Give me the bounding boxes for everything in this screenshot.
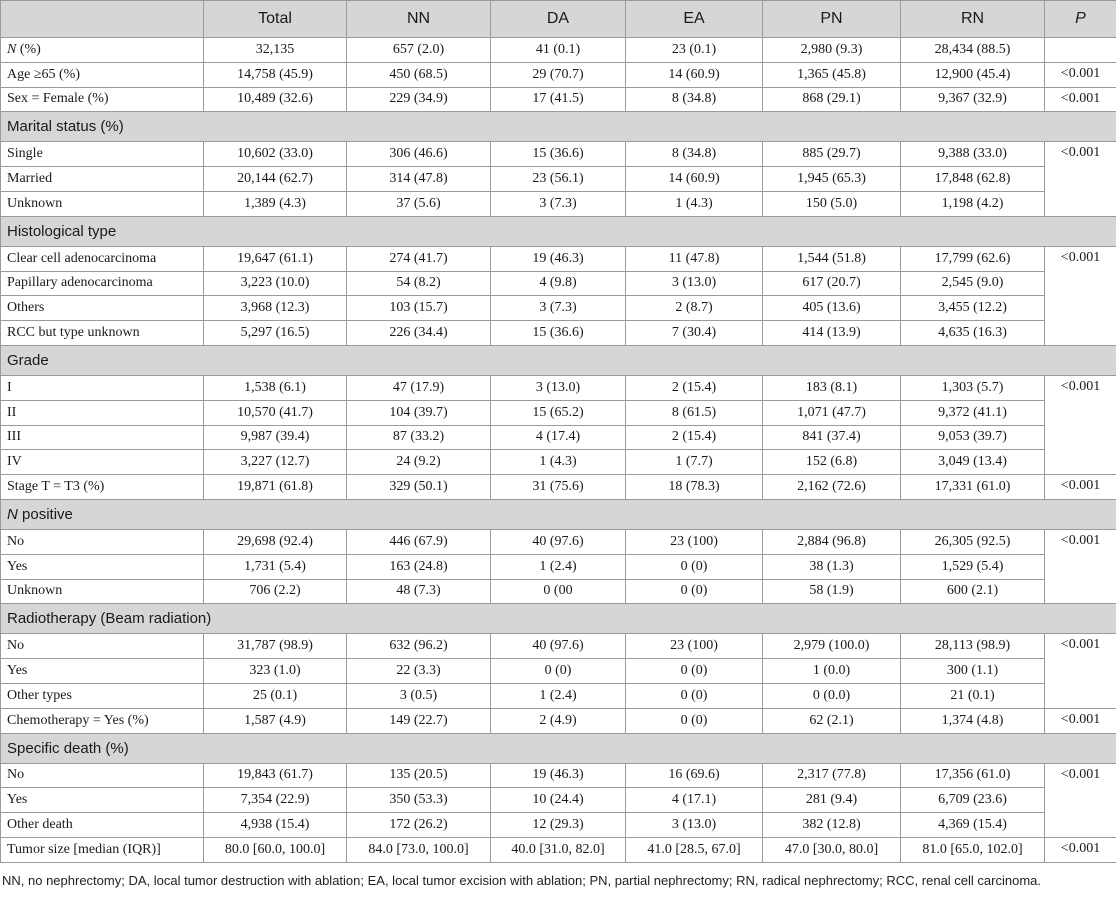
cell-total: 25 (0.1) — [204, 683, 347, 708]
table-row — [1, 659, 1116, 684]
section-title — [1, 499, 1116, 529]
row-label: No — [1, 763, 204, 788]
section-title-italic: N — [7, 505, 18, 523]
header-ea: EA — [626, 1, 763, 38]
section-header-row — [1, 345, 1116, 375]
cell-pn: 38 (1.3) — [763, 554, 901, 579]
section-title: Grade — [1, 345, 1116, 375]
cell-p-value: <0.001 — [1045, 475, 1116, 500]
cell-total: 3,227 (12.7) — [204, 450, 347, 475]
cell-ea: 2 (15.4) — [626, 375, 763, 400]
table-row — [1, 62, 1116, 87]
cell-nn: 657 (2.0) — [347, 38, 491, 63]
table-row — [1, 634, 1116, 659]
cell-ea: 4 (17.1) — [626, 788, 763, 813]
header-total: Total — [204, 1, 347, 38]
row-label: Age ≥65 (%) — [1, 62, 204, 87]
cell-da: 40 (97.6) — [491, 529, 626, 554]
cell-ea: 2 (8.7) — [626, 296, 763, 321]
row-label-italic: N — [7, 41, 17, 57]
row-label: Single — [1, 142, 204, 167]
cell-total: 20,144 (62.7) — [204, 167, 347, 192]
cell-da: 0 (0) — [491, 659, 626, 684]
table-row — [1, 375, 1116, 400]
row-label: RCC but type unknown — [1, 321, 204, 346]
header-pn: PN — [763, 1, 901, 38]
cell-rn: 1,374 (4.8) — [901, 708, 1045, 733]
table-row — [1, 296, 1116, 321]
cell-ea: 41.0 [28.5, 67.0] — [626, 837, 763, 862]
cell-ea: 3 (13.0) — [626, 271, 763, 296]
cell-total: 3,223 (10.0) — [204, 271, 347, 296]
section-header-row — [1, 499, 1116, 529]
cell-pn: 2,884 (96.8) — [763, 529, 901, 554]
cell-ea: 8 (34.8) — [626, 87, 763, 112]
row-label: Unknown — [1, 579, 204, 604]
cell-da: 3 (13.0) — [491, 375, 626, 400]
table-row — [1, 142, 1116, 167]
row-label: No — [1, 634, 204, 659]
cell-rn: 9,367 (32.9) — [901, 87, 1045, 112]
section-header-row — [1, 733, 1116, 763]
cell-ea: 7 (30.4) — [626, 321, 763, 346]
row-label: Other types — [1, 683, 204, 708]
header-row — [1, 1, 1116, 38]
cell-da: 3 (7.3) — [491, 191, 626, 216]
cell-ea: 8 (34.8) — [626, 142, 763, 167]
cell-total: 4,938 (15.4) — [204, 813, 347, 838]
section-title: Marital status (%) — [1, 112, 1116, 142]
cell-nn: 172 (26.2) — [347, 813, 491, 838]
cell-pn: 414 (13.9) — [763, 321, 901, 346]
cell-nn: 632 (96.2) — [347, 634, 491, 659]
cell-p-value: <0.001 — [1045, 763, 1116, 837]
cell-nn: 329 (50.1) — [347, 475, 491, 500]
cell-da: 1 (2.4) — [491, 554, 626, 579]
cell-da: 15 (65.2) — [491, 400, 626, 425]
table-row — [1, 450, 1116, 475]
cell-p-value: <0.001 — [1045, 634, 1116, 708]
cell-total: 706 (2.2) — [204, 579, 347, 604]
cell-nn: 314 (47.8) — [347, 167, 491, 192]
cell-total: 31,787 (98.9) — [204, 634, 347, 659]
cell-da: 3 (7.3) — [491, 296, 626, 321]
cell-rn: 1,303 (5.7) — [901, 375, 1045, 400]
cell-pn: 150 (5.0) — [763, 191, 901, 216]
cell-nn: 163 (24.8) — [347, 554, 491, 579]
cell-nn: 350 (53.3) — [347, 788, 491, 813]
table-row — [1, 400, 1116, 425]
row-label: Chemotherapy = Yes (%) — [1, 708, 204, 733]
cell-rn: 3,049 (13.4) — [901, 450, 1045, 475]
row-label-rest: (%) — [16, 41, 41, 57]
table-row — [1, 167, 1116, 192]
cell-da: 15 (36.6) — [491, 142, 626, 167]
cell-nn: 149 (22.7) — [347, 708, 491, 733]
cell-nn: 54 (8.2) — [347, 271, 491, 296]
cell-nn: 87 (33.2) — [347, 425, 491, 450]
cell-total: 10,489 (32.6) — [204, 87, 347, 112]
cell-total: 80.0 [60.0, 100.0] — [204, 837, 347, 862]
cell-p-value: <0.001 — [1045, 708, 1116, 733]
cell-nn: 22 (3.3) — [347, 659, 491, 684]
cell-nn: 48 (7.3) — [347, 579, 491, 604]
row-label: Sex = Female (%) — [1, 87, 204, 112]
cell-p-value — [1045, 38, 1116, 63]
cell-rn: 6,709 (23.6) — [901, 788, 1045, 813]
table-row — [1, 475, 1116, 500]
cell-pn: 2,162 (72.6) — [763, 475, 901, 500]
cell-da: 15 (36.6) — [491, 321, 626, 346]
row-label: Married — [1, 167, 204, 192]
cell-pn: 47.0 [30.0, 80.0] — [763, 837, 901, 862]
cell-total: 10,602 (33.0) — [204, 142, 347, 167]
table-row — [1, 788, 1116, 813]
row-label: Clear cell adenocarcinoma — [1, 246, 204, 271]
cell-pn: 617 (20.7) — [763, 271, 901, 296]
cell-ea: 23 (0.1) — [626, 38, 763, 63]
cell-pn: 841 (37.4) — [763, 425, 901, 450]
table-header — [1, 1, 1116, 38]
cell-p-value: <0.001 — [1045, 246, 1116, 345]
section-header-row — [1, 216, 1116, 246]
table-row — [1, 271, 1116, 296]
cell-rn: 17,799 (62.6) — [901, 246, 1045, 271]
cell-rn: 9,388 (33.0) — [901, 142, 1045, 167]
cell-ea: 0 (0) — [626, 708, 763, 733]
cell-total: 19,871 (61.8) — [204, 475, 347, 500]
row-label: II — [1, 400, 204, 425]
cell-rn: 9,372 (41.1) — [901, 400, 1045, 425]
cell-da: 29 (70.7) — [491, 62, 626, 87]
row-label: I — [1, 375, 204, 400]
table-row — [1, 837, 1116, 862]
cell-total: 7,354 (22.9) — [204, 788, 347, 813]
cell-rn: 12,900 (45.4) — [901, 62, 1045, 87]
cell-total: 14,758 (45.9) — [204, 62, 347, 87]
cell-rn: 17,848 (62.8) — [901, 167, 1045, 192]
table-row — [1, 813, 1116, 838]
cell-p-value: <0.001 — [1045, 87, 1116, 112]
cell-total: 1,389 (4.3) — [204, 191, 347, 216]
row-label — [1, 38, 204, 63]
header-rn: RN — [901, 1, 1045, 38]
cell-nn: 226 (34.4) — [347, 321, 491, 346]
cell-pn: 1,945 (65.3) — [763, 167, 901, 192]
cell-pn: 868 (29.1) — [763, 87, 901, 112]
cell-rn: 9,053 (39.7) — [901, 425, 1045, 450]
table-row — [1, 579, 1116, 604]
table-row — [1, 38, 1116, 63]
table-row — [1, 87, 1116, 112]
cell-nn: 84.0 [73.0, 100.0] — [347, 837, 491, 862]
cell-nn: 450 (68.5) — [347, 62, 491, 87]
cell-rn: 28,113 (98.9) — [901, 634, 1045, 659]
row-label: Stage T = T3 (%) — [1, 475, 204, 500]
cell-total: 19,647 (61.1) — [204, 246, 347, 271]
cell-nn: 135 (20.5) — [347, 763, 491, 788]
section-header-row — [1, 604, 1116, 634]
row-label: Unknown — [1, 191, 204, 216]
cell-p-value: <0.001 — [1045, 375, 1116, 474]
row-label: IV — [1, 450, 204, 475]
section-title: Histological type — [1, 216, 1116, 246]
cell-rn: 1,529 (5.4) — [901, 554, 1045, 579]
cell-da: 17 (41.5) — [491, 87, 626, 112]
cell-total: 9,987 (39.4) — [204, 425, 347, 450]
cell-pn: 2,979 (100.0) — [763, 634, 901, 659]
cell-nn: 24 (9.2) — [347, 450, 491, 475]
cell-rn: 17,356 (61.0) — [901, 763, 1045, 788]
table-row — [1, 683, 1116, 708]
cell-total: 19,843 (61.7) — [204, 763, 347, 788]
section-header-row — [1, 112, 1116, 142]
cell-total: 1,731 (5.4) — [204, 554, 347, 579]
cell-pn: 58 (1.9) — [763, 579, 901, 604]
cell-total: 1,538 (6.1) — [204, 375, 347, 400]
cell-ea: 18 (78.3) — [626, 475, 763, 500]
table-body — [1, 38, 1116, 863]
cell-rn: 300 (1.1) — [901, 659, 1045, 684]
row-label: Tumor size [median (IQR)] — [1, 837, 204, 862]
cell-da: 40 (97.6) — [491, 634, 626, 659]
cell-pn: 2,980 (9.3) — [763, 38, 901, 63]
cell-pn: 1,365 (45.8) — [763, 62, 901, 87]
cell-da: 41 (0.1) — [491, 38, 626, 63]
cell-nn: 37 (5.6) — [347, 191, 491, 216]
cell-nn: 229 (34.9) — [347, 87, 491, 112]
cell-pn: 2,317 (77.8) — [763, 763, 901, 788]
cell-pn: 1 (0.0) — [763, 659, 901, 684]
cell-ea: 2 (15.4) — [626, 425, 763, 450]
cell-da: 19 (46.3) — [491, 246, 626, 271]
row-label: Yes — [1, 554, 204, 579]
header-nn: NN — [347, 1, 491, 38]
table-row — [1, 554, 1116, 579]
cell-ea: 0 (0) — [626, 683, 763, 708]
cell-ea: 23 (100) — [626, 529, 763, 554]
cell-rn: 3,455 (12.2) — [901, 296, 1045, 321]
cell-ea: 1 (4.3) — [626, 191, 763, 216]
table-row — [1, 191, 1116, 216]
cell-nn: 103 (15.7) — [347, 296, 491, 321]
cell-p-value: <0.001 — [1045, 142, 1116, 216]
table-footnote: NN, no nephrectomy; DA, local tumor destruction with ablation; EA, local tumor excision with ablation; PN, partial nephrectomy; RN, radical nephrectomy; RCC, renal cell carcinoma. — [2, 872, 1041, 888]
row-label: Yes — [1, 788, 204, 813]
header-p-value: P — [1045, 1, 1116, 38]
cell-pn: 152 (6.8) — [763, 450, 901, 475]
row-label: Others — [1, 296, 204, 321]
header-da: DA — [491, 1, 626, 38]
section-title-rest: positive — [17, 505, 73, 523]
table-row — [1, 321, 1116, 346]
table-row — [1, 763, 1116, 788]
row-label: No — [1, 529, 204, 554]
cell-da: 1 (4.3) — [491, 450, 626, 475]
cell-da: 0 (00 — [491, 579, 626, 604]
cell-pn: 183 (8.1) — [763, 375, 901, 400]
cell-rn: 17,331 (61.0) — [901, 475, 1045, 500]
cell-total: 32,135 — [204, 38, 347, 63]
table-row — [1, 425, 1116, 450]
cell-total: 5,297 (16.5) — [204, 321, 347, 346]
cell-pn: 62 (2.1) — [763, 708, 901, 733]
cell-da: 31 (75.6) — [491, 475, 626, 500]
cell-rn: 600 (2.1) — [901, 579, 1045, 604]
cell-pn: 405 (13.6) — [763, 296, 901, 321]
cell-ea: 0 (0) — [626, 579, 763, 604]
cell-rn: 21 (0.1) — [901, 683, 1045, 708]
cell-ea: 0 (0) — [626, 659, 763, 684]
cell-rn: 4,635 (16.3) — [901, 321, 1045, 346]
cell-ea: 1 (7.7) — [626, 450, 763, 475]
cell-da: 4 (17.4) — [491, 425, 626, 450]
cell-nn: 274 (41.7) — [347, 246, 491, 271]
cell-p-value: <0.001 — [1045, 837, 1116, 862]
row-label: Papillary adenocarcinoma — [1, 271, 204, 296]
cell-ea: 16 (69.6) — [626, 763, 763, 788]
table-row — [1, 529, 1116, 554]
cell-da: 2 (4.9) — [491, 708, 626, 733]
cell-da: 23 (56.1) — [491, 167, 626, 192]
cell-ea: 3 (13.0) — [626, 813, 763, 838]
table-row — [1, 708, 1116, 733]
cell-pn: 1,071 (47.7) — [763, 400, 901, 425]
cell-nn: 306 (46.6) — [347, 142, 491, 167]
cell-ea: 23 (100) — [626, 634, 763, 659]
cell-nn: 104 (39.7) — [347, 400, 491, 425]
cell-total: 323 (1.0) — [204, 659, 347, 684]
cell-nn: 47 (17.9) — [347, 375, 491, 400]
cell-rn: 26,305 (92.5) — [901, 529, 1045, 554]
header-label-column — [1, 1, 204, 38]
cell-total: 29,698 (92.4) — [204, 529, 347, 554]
cell-total: 1,587 (4.9) — [204, 708, 347, 733]
row-label: III — [1, 425, 204, 450]
table-row — [1, 246, 1116, 271]
cell-nn: 446 (67.9) — [347, 529, 491, 554]
cell-ea: 8 (61.5) — [626, 400, 763, 425]
cell-rn: 1,198 (4.2) — [901, 191, 1045, 216]
section-title: Specific death (%) — [1, 733, 1116, 763]
cell-rn: 81.0 [65.0, 102.0] — [901, 837, 1045, 862]
cell-da: 4 (9.8) — [491, 271, 626, 296]
cell-rn: 28,434 (88.5) — [901, 38, 1045, 63]
cell-pn: 382 (12.8) — [763, 813, 901, 838]
cell-total: 10,570 (41.7) — [204, 400, 347, 425]
cell-ea: 0 (0) — [626, 554, 763, 579]
cell-pn: 0 (0.0) — [763, 683, 901, 708]
cell-da: 10 (24.4) — [491, 788, 626, 813]
cell-pn: 1,544 (51.8) — [763, 246, 901, 271]
cell-total: 3,968 (12.3) — [204, 296, 347, 321]
cell-da: 40.0 [31.0, 82.0] — [491, 837, 626, 862]
cell-rn: 4,369 (15.4) — [901, 813, 1045, 838]
section-title: Radiotherapy (Beam radiation) — [1, 604, 1116, 634]
cell-da: 12 (29.3) — [491, 813, 626, 838]
cell-ea: 14 (60.9) — [626, 62, 763, 87]
cell-pn: 281 (9.4) — [763, 788, 901, 813]
cell-ea: 14 (60.9) — [626, 167, 763, 192]
cell-rn: 2,545 (9.0) — [901, 271, 1045, 296]
cell-da: 1 (2.4) — [491, 683, 626, 708]
cell-nn: 3 (0.5) — [347, 683, 491, 708]
cell-da: 19 (46.3) — [491, 763, 626, 788]
cell-pn: 885 (29.7) — [763, 142, 901, 167]
row-label: Yes — [1, 659, 204, 684]
cell-ea: 11 (47.8) — [626, 246, 763, 271]
row-label: Other death — [1, 813, 204, 838]
cell-p-value: <0.001 — [1045, 62, 1116, 87]
cell-p-value: <0.001 — [1045, 529, 1116, 603]
